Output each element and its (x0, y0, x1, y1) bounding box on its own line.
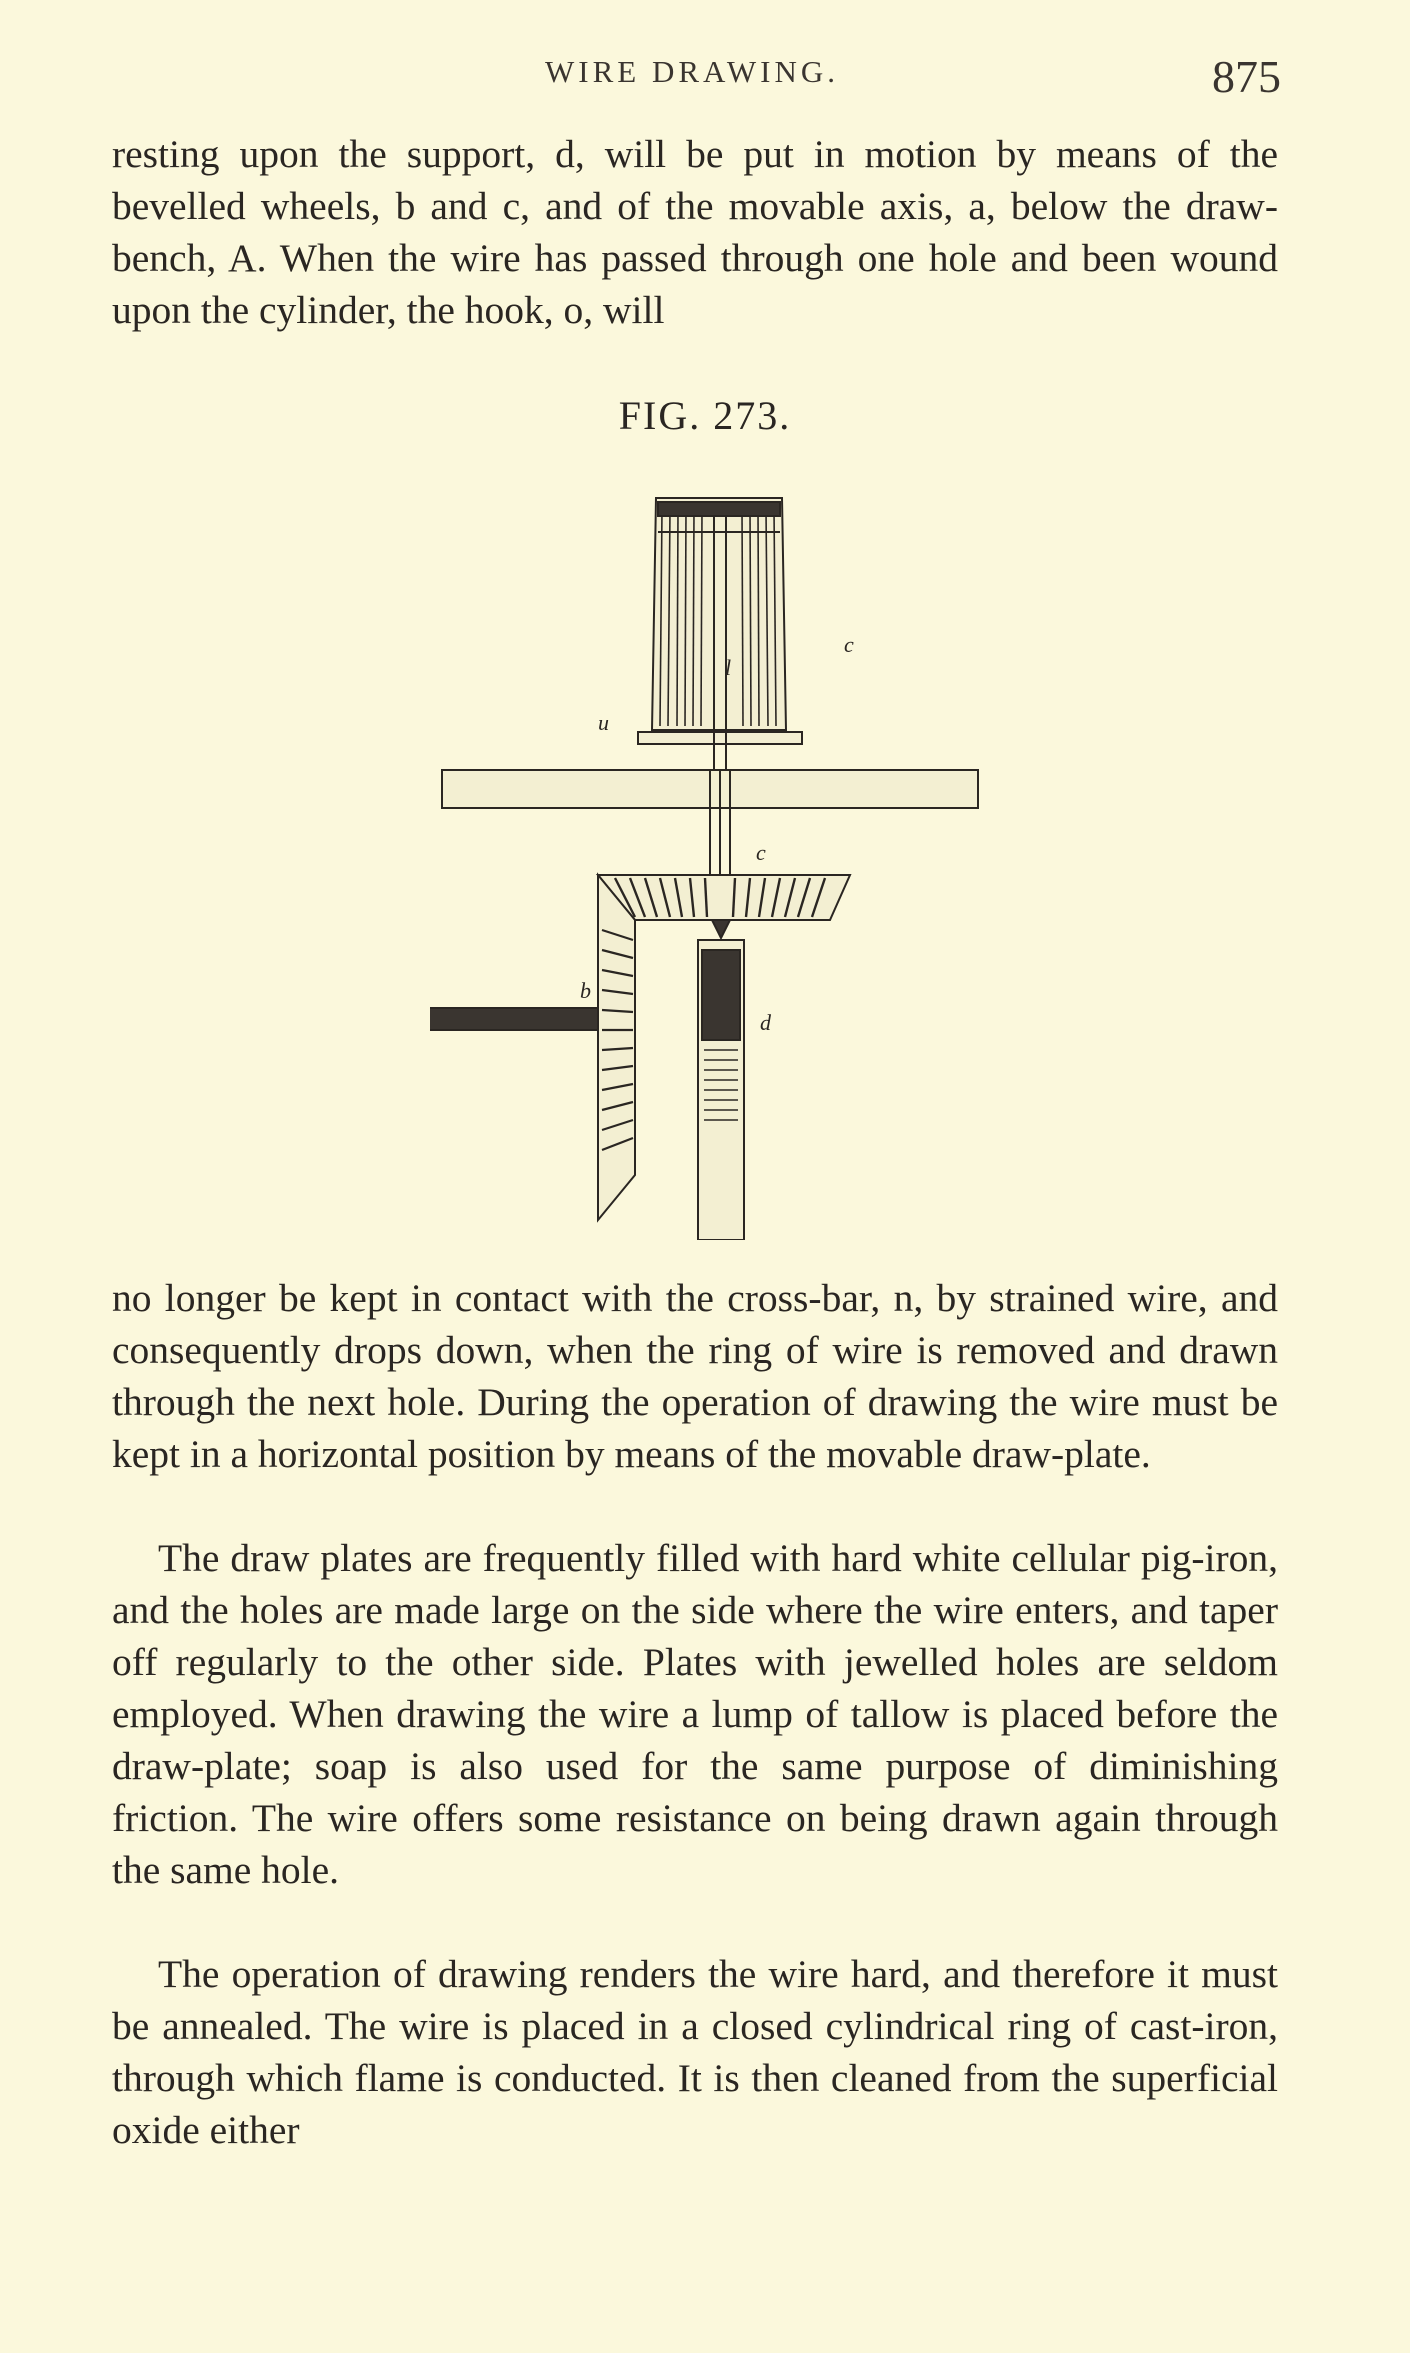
paragraph-1: resting upon the support, d, will be put in motion by means of the bevelled wheels, b and c, and of the movable axis, a, below the draw-bench, A. When the wire has passed through one hole and been wound upon the cylinder, the hook, o, will (112, 132, 1278, 332)
paragraph-4: The operation of drawing renders the wire hard, and therefore it must be annealed. The wire is placed in a closed cylindrical ring of cast-iron, through which flame is conducted. It is then cleaned from the superficial oxide either (112, 1952, 1278, 2152)
figure-caption: FIG. 273. (618, 393, 792, 438)
figure-label-l: l (725, 655, 732, 680)
figure-label-d: d (760, 1010, 771, 1035)
figure-wire-drawing-machine (430, 480, 990, 1240)
paragraph-2: no longer be kept in contact with the cross-bar, n, by strained wire, and consequently drops down, when the ring of wire is removed and drawn through the next hole. During the operation of drawing the wire must be kept in a horizontal position by means of the movable draw-plate. (112, 1276, 1278, 1476)
running-head-title: WIRE DRAWING. (545, 54, 840, 89)
figure-label-c-upper: c (844, 632, 854, 657)
paragraph-3: The draw plates are frequently filled with hard white cellular pig-iron, and the holes are made large on the side where the wire enters, and taper off regularly to the other side. Plates with jewelled holes are seldom employed. When drawing the wire a lump of tallow is placed before the draw-plate; soap is also used for the same purpose of diminishing friction. The wire offers some resistance on being drawn again through the same hole. (112, 1536, 1278, 1892)
page-number: 875 (1212, 51, 1281, 102)
figure-label-b: b (580, 978, 591, 1003)
running-head (0, 48, 1410, 108)
figure-label-u: u (598, 710, 609, 735)
figure-label-c-lower: c (756, 840, 766, 865)
